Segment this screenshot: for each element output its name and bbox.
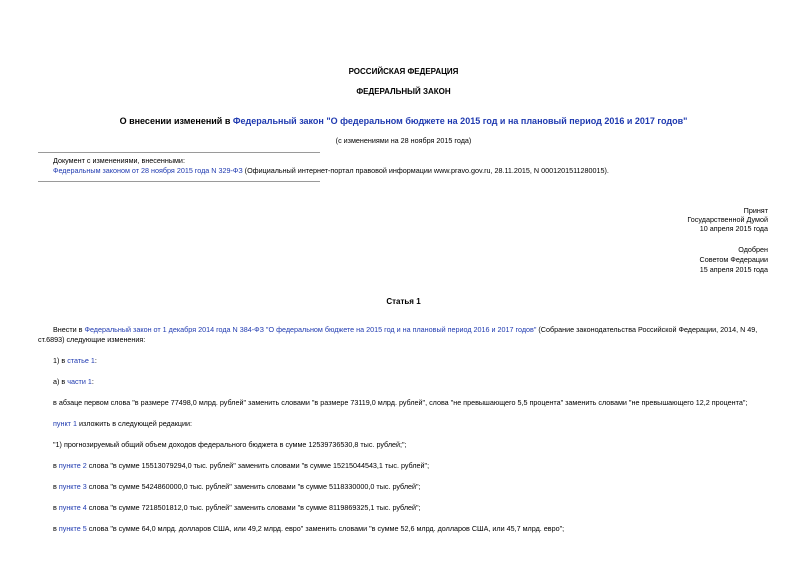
amended-law-link[interactable]: Федеральный закон "О федеральном бюджете на 2015 год и на плановый период 2016 и 2017 годов" xyxy=(232,116,688,126)
point-1-new-text: "1) прогнозируемый общий объем доходов федерального бюджета в сумме 12539736530,8 тыс. рублей;"; xyxy=(53,440,407,449)
item-1-suffix: : xyxy=(94,356,97,365)
revision-box-top-rule xyxy=(38,152,320,153)
point-5-prefix: в xyxy=(53,524,59,533)
country-heading: РОССИЙСКАЯ ФЕДЕРАЦИЯ xyxy=(348,67,459,76)
item-a xyxy=(53,377,94,386)
article-intro-prefix: Внести в xyxy=(53,325,85,334)
accepted-line-2: Государственной Думой xyxy=(687,215,768,224)
item-a-prefix: а) в xyxy=(53,377,68,386)
article-intro-line-1 xyxy=(53,325,757,334)
accepted-line-1: Принят xyxy=(743,206,768,215)
approved-line-1: Одобрен xyxy=(738,245,768,254)
point-4-amendment xyxy=(53,503,421,512)
point-1-link[interactable]: пункт 1 xyxy=(53,419,77,428)
item-1-prefix: 1) в xyxy=(53,356,68,365)
revision-box-bottom-rule xyxy=(38,181,320,182)
point-4-rest: слова "в сумме 7218501812,0 тыс. рублей" заменить словами "в сумме 8119869325,1 тыс. рублей"; xyxy=(86,503,421,512)
paragraph-1-amendment: в абзаце первом слова "в размере 77498,0 млрд. рублей" заменить словами "в размере 73119,0 млрд. рублей", слова "не превышающего 5,5 процента" заменить словами "не превышающего 12,2 процента"; xyxy=(53,398,748,407)
law-title xyxy=(0,116,807,126)
point-5-amendment xyxy=(53,524,564,533)
article-1-link[interactable]: статье 1 xyxy=(67,356,95,365)
point-4-link[interactable]: пункте 4 xyxy=(58,503,87,512)
article-intro-rest: (Собрание законодательства Российской Федерации, 2014, N 49, xyxy=(536,325,758,334)
approved-line-3: 15 апреля 2015 года xyxy=(699,265,768,274)
law-title-prefix: О внесении изменений в xyxy=(119,116,233,126)
approved-line-2: Советом Федерации xyxy=(699,255,768,264)
point-1-amendment xyxy=(53,419,192,428)
accepted-line-3: 10 апреля 2015 года xyxy=(699,224,768,233)
point-4-prefix: в xyxy=(53,503,59,512)
point-2-prefix: в xyxy=(53,461,59,470)
point-2-rest: слова "в сумме 15513079294,0 тыс. рублей" заменить словами "в сумме 15215044543,1 тыс. рублей"; xyxy=(86,461,430,470)
revision-box-source xyxy=(53,166,609,175)
point-2-link[interactable]: пункте 2 xyxy=(58,461,87,470)
item-a-suffix: : xyxy=(91,377,94,386)
point-5-link[interactable]: пункте 5 xyxy=(58,524,87,533)
point-3-prefix: в xyxy=(53,482,59,491)
article-heading: Статья 1 xyxy=(386,297,421,306)
point-2-amendment xyxy=(53,461,429,470)
revision-box-source-rest: (Официальный интернет-портал правовой информации www.pravo.gov.ru, 28.11.2015, N 0001201511280015). xyxy=(242,166,609,175)
article-intro-line-2: ст.6893) следующие изменения: xyxy=(38,335,146,344)
point-3-rest: слова "в сумме 5424860000,0 тыс. рублей" заменить словами "в сумме 5118330000,0 тыс. рублей"; xyxy=(86,482,421,491)
revision-box-intro: Документ с изменениями, внесенными: xyxy=(53,156,185,165)
point-1-rest: изложить в следующей редакции: xyxy=(76,419,193,428)
point-3-amendment xyxy=(53,482,421,491)
part-1-link[interactable]: части 1 xyxy=(67,377,92,386)
item-1 xyxy=(53,356,97,365)
law-type-heading: ФЕДЕРАЛЬНЫЙ ЗАКОН xyxy=(356,87,451,96)
point-5-rest: слова "в сумме 64,0 млрд. долларов США, или 49,2 млрд. евро" заменить словами "в сумме 52,6 млрд. долларов США, или 45,7 млрд. евро"; xyxy=(86,524,565,533)
point-3-link[interactable]: пункте 3 xyxy=(58,482,87,491)
amending-law-link[interactable]: Федеральным законом от 28 ноября 2015 года N 329-ФЗ xyxy=(53,166,243,175)
base-law-link[interactable]: Федеральный закон от 1 декабря 2014 года N 384-ФЗ "О федеральном бюджете на 2015 год и на плановый период 2016 и 2017 годов" xyxy=(84,325,537,334)
revision-note: (с изменениями на 28 ноября 2015 года) xyxy=(335,136,472,145)
